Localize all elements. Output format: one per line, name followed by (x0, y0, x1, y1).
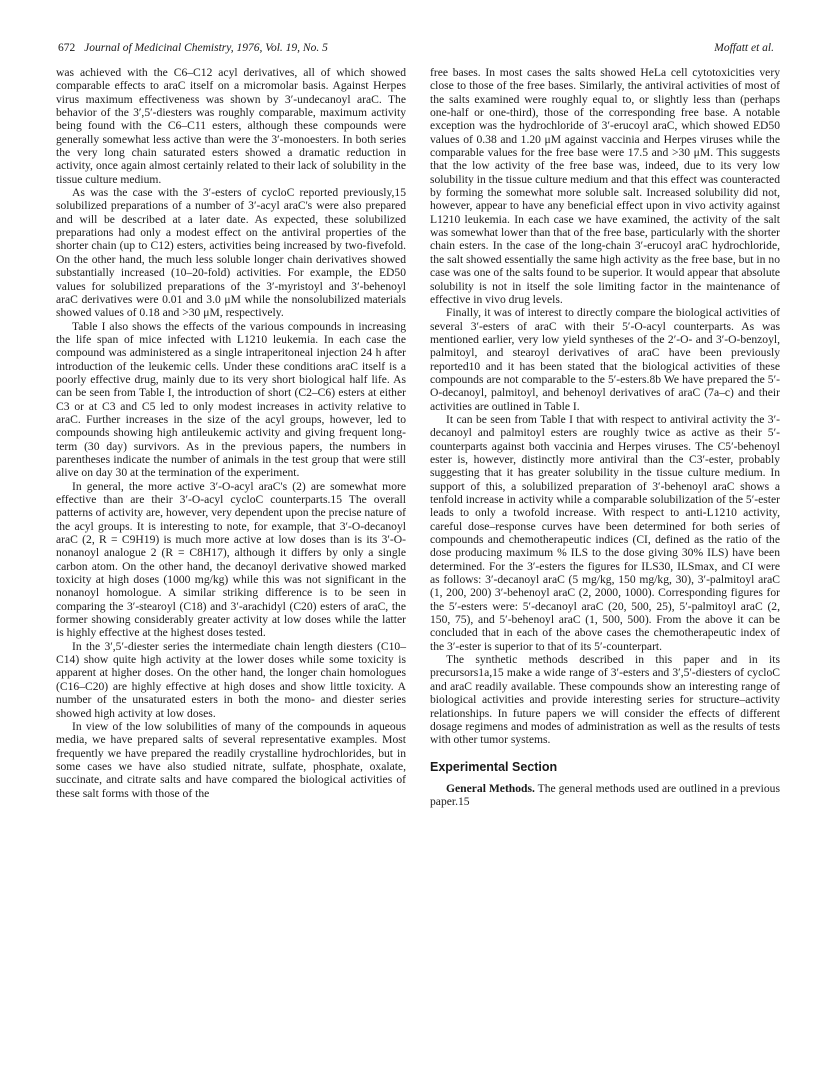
author-names: Moffatt et al. (714, 42, 774, 54)
paragraph (430, 782, 780, 809)
paragraph: Table I also shows the effects of the various compounds in increasing the life span of mice infected with L1210 leukemia. In each case the compound was administered as a single intraperitoneal injection 24 h after introduction of the leukemic cells. Under these conditions araC itself is a poorly effective drug, mainly due to its very short biological half life. As can be seen from Table I, the introduction of short (C2–C6) esters at either C3 or at C3 and C5 led to only modest increases in activity relative to araC. Further increases in the size of the acyl groups, however, led to compounds showing high antileukemic activity and giving frequent long-term (30 day) survivors. As in the previous papers, the numbers in parentheses indicate the number of animals in the test group that were still alive on day 30 at the termination of the experiment. (56, 319, 406, 480)
running-head (58, 42, 774, 58)
paragraph: Finally, it was of interest to directly compare the biological activities of several 3′-esters of araC with their 5′-O-acyl counterparts. As was mentioned earlier, very low yield syntheses of the 2′-O- and 3′-O-benzoyl, palmitoyl, and stearoyl derivatives of araC have been previously reported10 and it has been stated that the biological activities of these compounds are not comparable to the 5′-esters.8b We have prepared the 5′-O-decanoyl, palmitoyl, and behenoyl derivatives of araC (7a–c) and their activities are outlined in Table I. (430, 306, 780, 413)
journal-citation: Journal of Medicinal Chemistry, 1976, Vol. 19, No. 5 (84, 42, 328, 54)
paragraph: The synthetic methods described in this paper and in its precursors1a,15 make a wide range of 3′-esters and 3′,5′-diesters of cycloC and araC readily available. These compounds show an interesting range of biological activities and provide interesting series for structure–activity relationships. In future papers we will consider the effects of different dosage regimens and modes of administration as well as the results of tests with other tumor systems. (430, 653, 780, 747)
section-heading: Experimental Section (430, 759, 558, 774)
paragraph: In the 3′,5′-diester series the intermediate chain length diesters (C10–C14) show quite high activity at the lower doses while some toxicity is apparent at higher doses. On the other hand, the longer chain homologues (C16–C20) are highly effective at high doses and show little toxicity. A number of the unsaturated esters in both the mono- and diester series showed high activity at low doses. (56, 639, 406, 720)
paragraph: In general, the more active 3′-O-acyl araC's (2) are somewhat more effective than are their 3′-O-acyl cycloC counterparts.15 The overall patterns of activity are, however, very dependent upon the precise nature of the acyl groups. It is interesting to note, for example, that 3′-O-decanoyl araC (2, R = C9H19) is much more active at low doses than is its 3′-O-nonanoyl analogue 2 (R = C8H17), although it differs by only a single carbon atom. On the other hand, the decanoyl derivative showed marked toxicity at high doses (1000 mg/kg) while this was not significant in the nonanoyl homologue. A similar striking difference is to be seen in comparing the 3′-stearoyl (C18) and 3′-arachidyl (C20) esters of araC, the former showing considerably greater activity at low doses while the latter is highly effective at the highest doses tested. (56, 479, 406, 640)
paragraph: It can be seen from Table I that with respect to antiviral activity the 3′-decanoyl and palmitoyl esters are roughly twice as active as their 5′-counterparts against both vaccinia and Herpes viruses. The C5′-behenoyl ester is, however, distinctly more antiviral than the C3′-ester, probably suggesting that it has greater solubility in the tissue culture medium. In support of this, a solubilized preparation of 3′-behenoyl araC shows a tenfold increase in activity while a comparable solubilization of the 5′-ester leads to only a twofold increase. With respect to anti-L1210 activity, careful dose–response curves have been determined for both series of compounds and chemotherapeutic indices (CI, defined as the ratio of the dose producing maximum % ILS to the dose giving 30% ILS) have been determined. For the 3′-esters the figures for ILS30, ILSmax, and CI were as follows: 3′-decanoyl araC (5 mg/kg, 150 mg/kg, 30), 3′-palmitoyl araC (1, 200, 200) 3′-behenoyl araC (2, 2000, 1000). Corresponding figures for the 5′-esters were: 5′-decanoyl araC (20, 500, 25), 5′-palmitoyl araC (2, 150, 75), and 5′-behenoyl araC (1, 500, 500). From the above it can be concluded that in each of the above cases the chemotherapeutic index of the 3′-ester is superior to that of its 5′-counterpart. (430, 412, 780, 653)
runin-heading: General Methods. (446, 781, 535, 795)
right-column (430, 66, 780, 809)
paragraph-text: The general methods used are outlined in a previous paper.15 (430, 781, 780, 809)
paragraph: free bases. In most cases the salts showed HeLa cell cytotoxicities very close to those of the free bases. Similarly, the antiviral activities of most of the salts examined were roughly equal to, or slightly less than (perhaps one-half or one-third), those of the corresponding free base. A notable exception was the hydrochloride of 3′-erucoyl araC, which showed ED50 values of 0.38 and 1.20 μM against vaccinia and Herpes viruses while the comparable values for the free base were 17.5 and >30 μM. This suggests that the low activity of the free base was, indeed, due to its very low solubility in the tissue culture medium and that this effect was counteracted by forming the somewhat more soluble salt. Increased solubility did not, however, appear to have any beneficial effect upon in vivo activity against L1210 leukemia. In each case we have examined, the activity of the salt was somewhat lower than that of the free base, particularly with the shorter chain esters. In the case of the long-chain 3′-erucoyl araC hydrochloride, the salt showed essentially the same high activity as the free base, but in no case was one of the salts found to be superior. It would appear that absolute solubility is not in itself the sole limiting factor in the maintenance of effective in vivo drug levels. (430, 66, 780, 306)
left-column (56, 66, 406, 800)
page-number: 672 (58, 42, 76, 54)
running-head-left (58, 42, 328, 54)
paragraph: As was the case with the 3′-esters of cycloC reported previously,15 solubilized preparations of a number of 3′-acyl araC's were also prepared and will be described at a later date. As expected, these solubilized preparations had only a modest effect on the antiviral properties of the shorter chain (up to C12) esters, activities being increased by two-fivefold. On the other hand, the much less soluble longer chain derivatives showed substantially increased (10–20-fold) activities. For example, the ED50 values for solubilized preparations of the 3′-myristoyl and 3′-behenoyl araC derivatives were 0.01 and 3.0 μM while the nonsolubilized materials showed values of 0.18 and >30 μM, respectively. (56, 186, 406, 320)
paragraph: In view of the low solubilities of many of the compounds in aqueous media, we have prepared salts of several representative examples. Most frequently we have prepared the readily crystalline hydrochlorides, but in some cases we have also studied nitrate, sulfate, phosphate, oxalate, succinate, and citrate salts and have compared the biological activities of these salt forms with those of the (56, 719, 406, 800)
paragraph: was achieved with the C6–C12 acyl derivatives, all of which showed comparable effects to araC itself on a micromolar basis. Against Herpes virus maximum effectiveness was shown by 3′-undecanoyl araC. The behavior of the 3′,5′-diesters was roughly comparable, maximum activity being found with the C6–C11 esters, although these compounds were generally somewhat less active than were the 3′-monoesters. In both series the very long chain saturated esters showed a dramatic reduction in activity, once again almost certainly related to their lack of solubility in the tissue culture medium. (56, 66, 406, 186)
